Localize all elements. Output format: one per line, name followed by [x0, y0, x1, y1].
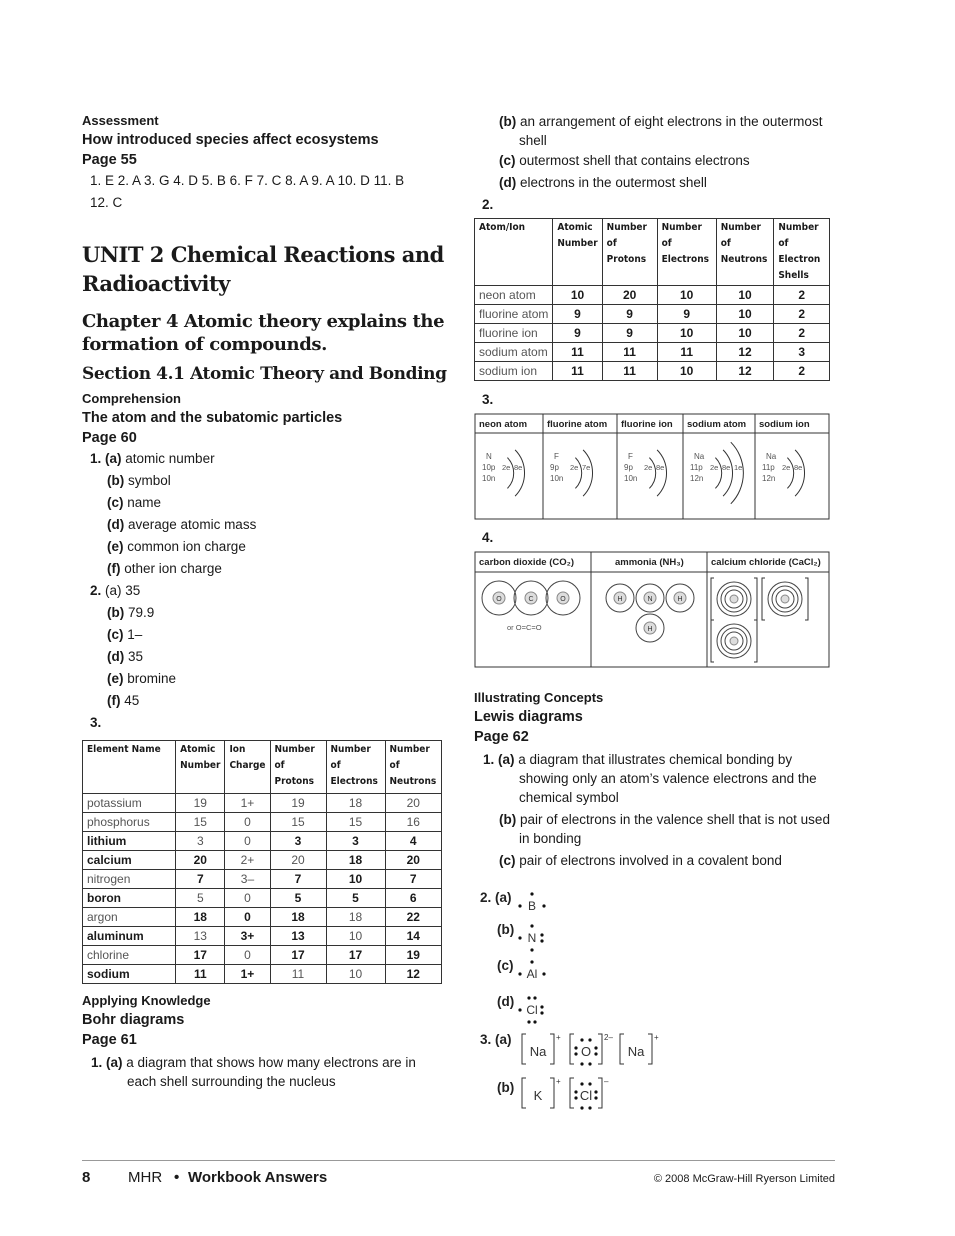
electron-dot [540, 1005, 543, 1008]
table-cell: nitrogen [83, 870, 176, 889]
table-cell: phosphorus [83, 813, 176, 832]
electron-dot-table [474, 551, 830, 669]
table-header-cell: Number of Electrons [657, 219, 716, 286]
element-symbol: F [628, 452, 633, 461]
ion-symbol: Cl [579, 1088, 593, 1103]
copyright: © 2008 McGraw-Hill Ryerson Limited [653, 1173, 835, 1185]
table-cell: potassium [83, 794, 176, 813]
shell-electrons: 2e [570, 463, 579, 472]
table-cell: 3– [225, 870, 270, 889]
unit-title-line-1: UNIT 2 Chemical Reactions and [82, 242, 444, 267]
electron-dot [574, 1090, 577, 1093]
bohr-header: fluorine atom [547, 419, 608, 430]
table-cell: 2 [774, 362, 830, 381]
atom-symbol: C [528, 596, 534, 603]
table-cell: 15 [176, 813, 225, 832]
table-cell: 9 [602, 305, 657, 324]
electron-shell-arc [723, 450, 732, 496]
table-cell: 22 [385, 908, 441, 927]
answer-item: (b) pair of electrons in the valence shell that is not used in bonding [499, 812, 830, 846]
bohr-header: sodium atom [687, 419, 747, 430]
table-cell: 15 [326, 813, 385, 832]
nucleus [730, 637, 738, 645]
neutron-count: 12n [762, 474, 776, 483]
table-cell: 0 [225, 946, 270, 965]
table-cell: 7 [176, 870, 225, 889]
neutron-count: 10n [624, 474, 638, 483]
applying-topic: Bohr diagrams [82, 1012, 185, 1028]
electron-dot [594, 1052, 597, 1055]
electron-dot [542, 904, 545, 907]
table-cell: 3 [176, 832, 225, 851]
assessment-answers-2: 12. C [90, 195, 123, 210]
electron-shell-arc [795, 450, 804, 496]
table-cell: 17 [176, 946, 225, 965]
table-row [83, 908, 442, 927]
electron-dot [588, 1082, 591, 1085]
table-cell: 1+ [225, 965, 270, 984]
electron-dot [580, 1062, 583, 1065]
table-cell: 3 [774, 343, 830, 362]
table-cell: sodium [83, 965, 176, 984]
table-cell: 14 [385, 927, 441, 946]
unit-title-line-2: Radioactivity [82, 271, 230, 296]
proton-count: 9p [550, 463, 559, 472]
table-cell: 18 [270, 908, 326, 927]
table-row [83, 794, 442, 813]
electron-dot [588, 1062, 591, 1065]
answer-item: (c) outermost shell that contains electrons [499, 153, 750, 168]
applying-label: Applying Knowledge [82, 993, 211, 1008]
answer-item: (f) other ion charge [107, 561, 222, 576]
table-row [475, 305, 830, 324]
question-label: 2. (a) [480, 890, 512, 905]
electron-dot [594, 1090, 597, 1093]
electron-dot [574, 1046, 577, 1049]
electron-dot [580, 1038, 583, 1041]
neutron-count: 10n [482, 474, 496, 483]
shell-electrons: 2e [644, 463, 653, 472]
answer-item: 1. (a) atomic number [90, 451, 215, 466]
electron-dot [594, 1096, 597, 1099]
table-cell: 3 [270, 832, 326, 851]
question-3-label: 3. [90, 715, 102, 730]
electron-shell-arc [657, 450, 666, 496]
page-number: 8 [82, 1169, 91, 1186]
ion-charge: + [654, 1033, 659, 1042]
answer-item: (d) average atomic mass [107, 517, 257, 532]
atom-symbol: H [647, 626, 653, 633]
table-cell: 13 [176, 927, 225, 946]
table-row [83, 870, 442, 889]
table-cell: 17 [270, 946, 326, 965]
electron-dot [588, 1038, 591, 1041]
answer-item: (d) electrons in the outermost shell [499, 175, 707, 190]
electron-dot [518, 904, 521, 907]
electron-dot [580, 1106, 583, 1109]
table-cell: 10 [716, 324, 774, 343]
answer-item: (d) 35 [107, 649, 144, 664]
table-header-cell: Number of Protons [602, 219, 657, 286]
electron-dot [518, 1008, 521, 1011]
table-cell: 0 [225, 813, 270, 832]
answer-item: (c) 1– [107, 627, 143, 642]
neutron-count: 10n [550, 474, 564, 483]
table-cell: 11 [553, 343, 602, 362]
table-cell: 4 [385, 832, 441, 851]
table-border [475, 552, 829, 667]
table-row [83, 851, 442, 870]
table-cell: 12 [716, 343, 774, 362]
element-symbol: N [527, 931, 537, 945]
ion-symbol: Na [627, 1044, 645, 1059]
shell-electrons: 8e [794, 463, 803, 472]
table-cell: 0 [225, 889, 270, 908]
illustrating-page: Page 62 [474, 729, 529, 745]
table-header-cell: Number of Electrons [326, 741, 385, 794]
proton-count: 9p [624, 463, 633, 472]
answer-item: (b) 79.9 [107, 605, 155, 620]
table-cell: 9 [602, 324, 657, 343]
electron-dot [540, 1011, 543, 1014]
table-row [475, 324, 830, 343]
electron-shell-arc [583, 450, 592, 496]
table-cell: 11 [553, 362, 602, 381]
table-header-cell: Number of Electron Shells [774, 219, 830, 286]
table-header-cell: Atomic Number [176, 741, 225, 794]
nucleus [730, 595, 738, 603]
table-row [83, 927, 442, 946]
table-cell: 15 [270, 813, 326, 832]
question-label: (b) [497, 922, 515, 937]
table-cell: 10 [553, 286, 602, 305]
answer-item: (c) pair of electrons involved in a covalent bond [499, 853, 782, 868]
element-symbol: Cl [526, 1003, 538, 1017]
electron-dot [542, 972, 545, 975]
shell-electrons: 2e [502, 463, 511, 472]
bohr-header: sodium ion [759, 419, 810, 430]
element-symbol: F [554, 452, 559, 461]
table-cell: 11 [270, 965, 326, 984]
right-column [474, 112, 834, 1112]
element-symbol: Na [766, 452, 777, 461]
question-label: (d) [497, 994, 515, 1009]
shell-electrons: 8e [722, 463, 731, 472]
ion-charge: + [556, 1077, 561, 1086]
atom-symbol: N [647, 596, 653, 603]
co2-note: or O=C=O [507, 623, 542, 632]
table-cell: 18 [326, 794, 385, 813]
table-cell: 2 [774, 286, 830, 305]
ion-symbol: O [580, 1044, 592, 1059]
electron-dot [518, 972, 521, 975]
answer-item: 2. (a) 35 [90, 583, 141, 598]
table-row [83, 889, 442, 908]
electron-dot [518, 936, 521, 939]
table-row [83, 832, 442, 851]
shell-electrons: 2e [710, 463, 719, 472]
applying-page: Page 61 [82, 1032, 137, 1048]
table-header-cell: Atomic Number [553, 219, 602, 286]
nucleus [781, 595, 789, 603]
illustrating-topic: Lewis diagrams [474, 709, 583, 725]
table-header-cell: Atom/Ion [475, 219, 553, 286]
table-cell: 19 [270, 794, 326, 813]
table-cell: 9 [657, 305, 716, 324]
comprehension-page: Page 60 [82, 430, 137, 446]
element-table [82, 740, 442, 984]
publisher-short: MHR [128, 1169, 163, 1186]
electron-dot [527, 996, 530, 999]
table-cell: 3+ [225, 927, 270, 946]
table-header-cell: Ion Charge [225, 741, 270, 794]
table-cell: 20 [176, 851, 225, 870]
shell-electrons: 8e [656, 463, 665, 472]
assessment-page: Page 55 [82, 152, 137, 168]
electron-dot [533, 996, 536, 999]
electron-dot [533, 1020, 536, 1023]
table-cell: sodium atom [475, 343, 553, 362]
table-cell: 9 [553, 305, 602, 324]
element-symbol: Na [694, 452, 705, 461]
proton-count: 10p [482, 463, 496, 472]
table-cell: 10 [326, 927, 385, 946]
answer-item: (b) an arrangement of eight electrons in the outermost shell [499, 114, 823, 148]
table-cell: 1+ [225, 794, 270, 813]
table-cell: 5 [270, 889, 326, 908]
table-cell: calcium [83, 851, 176, 870]
table-cell: 7 [270, 870, 326, 889]
left-column [82, 112, 447, 1091]
bohr-header: neon atom [479, 419, 528, 430]
electron-dot [530, 892, 533, 895]
table-header-cell: Element Name [83, 741, 176, 794]
question-label: 3. (a) [480, 1032, 512, 1047]
table-cell: 20 [270, 851, 326, 870]
assessment-answers-1: 1. E 2. A 3. G 4. D 5. B 6. F 7. C 8. A 9. A 10. D 11. B [90, 173, 405, 188]
table-row [475, 362, 830, 381]
table-cell: argon [83, 908, 176, 927]
electron-dot [527, 1020, 530, 1023]
table-cell: 11 [602, 362, 657, 381]
table-cell: fluorine ion [475, 324, 553, 343]
table-cell: 6 [385, 889, 441, 908]
table-cell: 7 [385, 870, 441, 889]
table-cell: sodium ion [475, 362, 553, 381]
ion-symbol: K [533, 1088, 543, 1103]
table-cell: 12 [385, 965, 441, 984]
table-cell: 2 [774, 305, 830, 324]
electron-dot [588, 1106, 591, 1109]
table-cell: 11 [657, 343, 716, 362]
table-cell: 10 [657, 324, 716, 343]
electron-dot [540, 933, 543, 936]
electron-dot [530, 948, 533, 951]
table-cell: 10 [326, 870, 385, 889]
shell-electrons: 7e [582, 463, 591, 472]
element-symbol: Al [526, 967, 538, 981]
table-cell: 11 [602, 343, 657, 362]
electron-dot [574, 1096, 577, 1099]
atom-symbol: H [617, 596, 623, 603]
lewis-header: carbon dioxide (CO₂) [479, 557, 575, 568]
table-cell: 18 [326, 908, 385, 927]
electron-dot [574, 1052, 577, 1055]
table-cell: 10 [716, 305, 774, 324]
ion-charge: – [604, 1077, 609, 1086]
question-4-label: 4. [482, 530, 494, 545]
table-cell: 10 [326, 965, 385, 984]
answer-item: (e) common ion charge [107, 539, 246, 554]
table-cell: 10 [657, 286, 716, 305]
table-cell: 9 [553, 324, 602, 343]
question-2-label: 2. [482, 197, 494, 212]
table-cell: 20 [385, 851, 441, 870]
electron-dot [594, 1046, 597, 1049]
table-cell: aluminum [83, 927, 176, 946]
answer-item: (e) bromine [107, 671, 177, 686]
table-cell: fluorine atom [475, 305, 553, 324]
shell-electrons: 1e [734, 463, 743, 472]
proton-count: 11p [762, 463, 775, 472]
assessment-label: Assessment [82, 113, 159, 128]
element-symbol: N [486, 452, 492, 461]
page-footer [82, 1160, 835, 1186]
electron-dot [540, 939, 543, 942]
table-cell: 5 [326, 889, 385, 908]
table-cell: boron [83, 889, 176, 908]
atom-symbol: H [677, 596, 683, 603]
table-cell: 12 [716, 362, 774, 381]
table-row [83, 965, 442, 984]
table-row [83, 813, 442, 832]
electron-shell-arc [515, 450, 524, 496]
table-cell: 19 [176, 794, 225, 813]
table-cell: 20 [602, 286, 657, 305]
electron-dot [530, 960, 533, 963]
table-cell: 2 [774, 324, 830, 343]
comprehension-topic: The atom and the subatomic particles [82, 410, 343, 426]
ion-charge: 2– [604, 1033, 613, 1042]
bohr-diagram-table [474, 413, 830, 521]
table-cell: 11 [176, 965, 225, 984]
neutron-count: 12n [690, 474, 704, 483]
atom-symbol: O [560, 596, 566, 603]
footer-title: Workbook Answers [188, 1169, 328, 1186]
table-row [475, 343, 830, 362]
table-header-cell: Number of Neutrons [716, 219, 774, 286]
table-cell: lithium [83, 832, 176, 851]
comprehension-label: Comprehension [82, 391, 181, 406]
table-cell: 5 [176, 889, 225, 908]
answer-item: 1. (a) a diagram that illustrates chemical bonding by showing only an atom’s valence electrons and the chemical symbol [483, 752, 817, 805]
table-cell: 16 [385, 813, 441, 832]
table-cell: chlorine [83, 946, 176, 965]
table-cell: 20 [385, 794, 441, 813]
table-cell: 3 [326, 832, 385, 851]
shell-electrons: 8e [514, 463, 523, 472]
table-cell: neon atom [475, 286, 553, 305]
lewis-header: calcium chloride (CaCl₂) [711, 557, 821, 568]
atom-symbol: O [496, 596, 502, 603]
shell-electrons: 2e [782, 463, 791, 472]
question-label: (b) [497, 1080, 515, 1095]
table-cell: 13 [270, 927, 326, 946]
electron-dot [580, 1082, 583, 1085]
answer-item: (c) name [107, 495, 162, 510]
table-cell: 0 [225, 832, 270, 851]
answer-item: (b) symbol [107, 473, 171, 488]
chapter-title-line-1: Chapter 4 Atomic theory explains the [82, 311, 445, 332]
table-row [475, 286, 830, 305]
table-cell: 2+ [225, 851, 270, 870]
table-cell: 0 [225, 908, 270, 927]
proton-count: 11p [690, 463, 703, 472]
answer-item: 1. (a) a diagram that shows how many electrons are in each shell surrounding the nucleus [91, 1055, 416, 1089]
bohr-header: fluorine ion [621, 419, 673, 430]
ion-symbol: Na [529, 1044, 547, 1059]
electron-dot [530, 924, 533, 927]
lewis-header: ammonia (NH₃) [615, 557, 684, 568]
ion-charge: + [556, 1033, 561, 1042]
atom-ion-table [474, 218, 830, 381]
question-label: (c) [497, 958, 514, 973]
question-3-label: 3. [482, 392, 494, 407]
assessment-topic: How introduced species affect ecosystems [82, 132, 379, 148]
table-cell: 18 [176, 908, 225, 927]
table-cell: 19 [385, 946, 441, 965]
table-cell: 10 [657, 362, 716, 381]
chapter-title-line-2: formation of compounds. [82, 334, 328, 355]
table-row [83, 946, 442, 965]
footer-bullet: • [174, 1169, 180, 1186]
table-header-cell: Number of Neutrons [385, 741, 441, 794]
table-cell: 10 [716, 286, 774, 305]
illustrating-label: Illustrating Concepts [474, 690, 604, 705]
table-cell: 18 [326, 851, 385, 870]
section-title: Section 4.1 Atomic Theory and Bonding [82, 364, 447, 384]
table-cell: 17 [326, 946, 385, 965]
lewis-dot-answers [474, 872, 830, 1112]
answer-item: (f) 45 [107, 693, 140, 708]
element-symbol: B [527, 899, 537, 913]
table-header-cell: Number of Protons [270, 741, 326, 794]
